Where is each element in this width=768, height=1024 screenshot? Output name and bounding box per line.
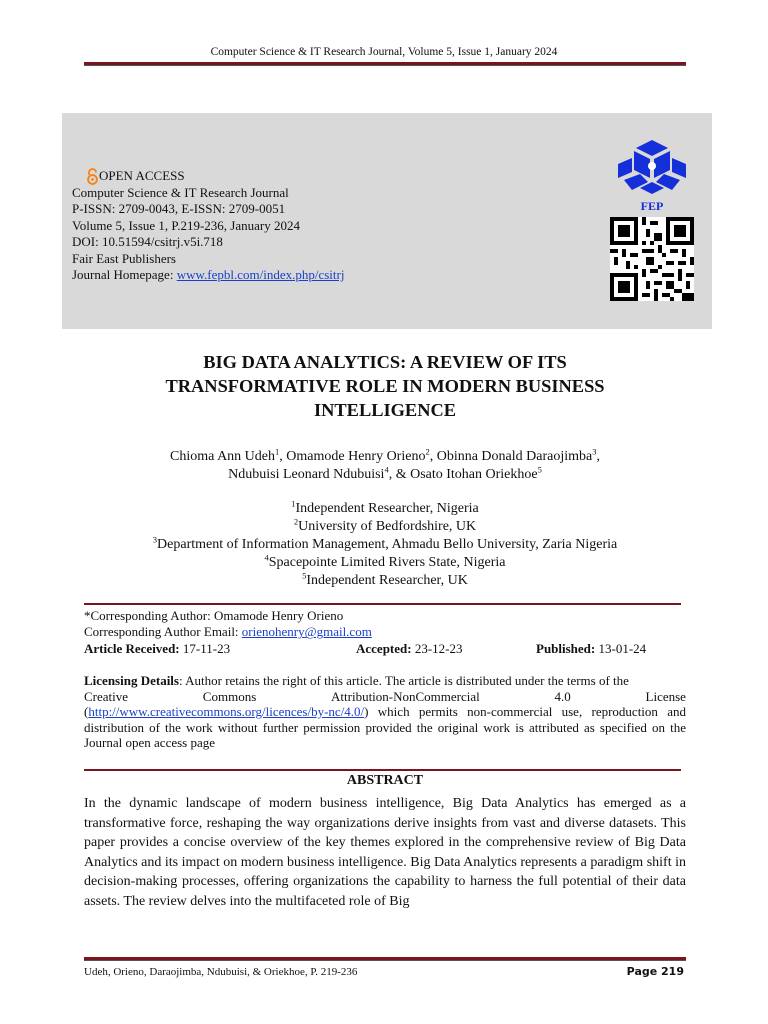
affiliation (84, 572, 686, 590)
licensing-rest: which permits non-commercial use, reproduction and distribution of the work without further permission provided the original work is attributed as specified on the Journal open access page (84, 704, 686, 750)
fep-logo-text: FEP (640, 199, 664, 213)
author-affiliation-mark: 1 (275, 446, 280, 457)
license-word: 4.0 (554, 688, 571, 704)
journal-info (72, 168, 344, 283)
licensing-line1: : Author retains the right of this article. The article is distributed under the terms of the (178, 673, 629, 688)
published-label: Published: (536, 641, 596, 656)
title-line: TRANSFORMATIVE ROLE IN MODERN BUSINESS (165, 376, 605, 396)
affiliation-mark: 2 (293, 516, 299, 527)
affiliation-text: Independent Researcher, UK (306, 573, 468, 588)
affiliation (84, 536, 686, 554)
affiliation-text: Independent Researcher, Nigeria (295, 501, 479, 516)
title-line: BIG DATA ANALYTICS: A REVIEW OF ITS (203, 352, 567, 372)
footer-rule (84, 957, 686, 961)
accepted-label: Accepted: (356, 641, 412, 656)
received-label: Article Received: (84, 641, 180, 656)
license-word: Commons (202, 688, 257, 704)
affiliation (84, 500, 686, 518)
volume-info: Volume 5, Issue 1, P.219-236, January 2024 (72, 217, 300, 233)
title-line: INTELLIGENCE (313, 400, 457, 420)
header-rule (84, 62, 686, 66)
affiliation-mark: 4 (264, 552, 269, 563)
affiliation-mark: 5 (302, 570, 307, 581)
homepage-line (72, 267, 344, 283)
affiliation-text: Department of Information Management, Ahmadu Bello University, Zaria Nigeria (157, 537, 618, 552)
license-word: Creative (84, 688, 129, 704)
publisher: Fair East Publishers (72, 250, 176, 266)
license-link[interactable]: http://www.creativecommons.org/licences/by-nc/4.0/ (88, 704, 365, 719)
author-list: Chioma Ann Udeh$^1$, Omamode Henry Orieno$^2$, Obinna Donald Daraojimba$^3$, Ndubuisi Leonard Ndubuisi$^4$, & Osato Itohan Oriekhoe$^5$ (170, 446, 600, 482)
journal-name: Computer Science & IT Research Journal (72, 185, 289, 200)
doi: DOI: 10.51594/csitrj.v5i.718 (72, 234, 223, 250)
affiliation (84, 554, 686, 572)
licensing-details: Licensing Details: Author retains the right of this article. The article is distributed under the terms of the Creative Commons Attribution-NonCommercial 4.0 License (http://www.creativecommons.org/licences/by-nc/4.0/) which permits non-commercial use, reproduction and distribution of the work without further permission provided the original work is attributed as specified on the Journal open access page (84, 673, 686, 750)
running-header: Computer Science & IT Research Journal, Volume 5, Issue 1, January 2024 (210, 46, 558, 58)
licensing-line2 (84, 689, 686, 705)
author-affiliation-mark: 4 (384, 464, 389, 475)
open-access-icon (86, 168, 99, 185)
page-number: Page 219 (626, 965, 684, 978)
open-access-line (72, 168, 344, 185)
open-access-label: OPEN ACCESS (99, 168, 185, 184)
corresponding-author-block (84, 608, 686, 641)
affiliation (84, 518, 686, 536)
author-affiliation-mark: 3 (592, 446, 597, 457)
published-value: 13-01-24 (598, 641, 647, 656)
author-name: Omamode Henry Orieno (286, 449, 426, 464)
license-word: Attribution-NonCommercial (331, 688, 480, 704)
abstract-divider (84, 769, 681, 771)
abstract-text: In the dynamic landscape of modern business intelligence, Big Data Analytics has emerged as a transformative force, reshaping the way organizations derive insights from vast and diverse datasets. This paper provides a concise overview of the key themes explored in the comprehensive review of Big Data Analytics and its impact on modern business intelligence. Big Data Analytics represents a paradigm shift in decision-making processes, offering organizations the capability to harness the full potential of their data assets. The review delves into the multifaceted role of Big (84, 796, 686, 909)
received-date (84, 641, 230, 657)
email-label: Corresponding Author Email: (84, 624, 242, 640)
fep-logo (612, 138, 692, 214)
homepage-label: Journal Homepage: (72, 267, 177, 283)
abstract-heading: ABSTRACT (346, 773, 424, 788)
affiliation-mark: 3 (152, 534, 158, 545)
affiliation-list (84, 500, 686, 590)
paper-title (84, 350, 686, 422)
author-affiliation-mark: 2 (425, 446, 430, 457)
qr-code-icon (610, 217, 694, 301)
article-dates (84, 641, 686, 658)
affiliation-text: Spacepointe Limited Rivers State, Nigeria (268, 555, 506, 570)
corresponding-email-line (84, 624, 686, 640)
license-word: License (645, 688, 686, 704)
corresponding-author: *Corresponding Author: Omamode Henry Orieno (84, 608, 344, 623)
accepted-date (356, 641, 463, 657)
accepted-value: 23-12-23 (414, 641, 463, 656)
received-value: 17-11-23 (182, 641, 231, 656)
footer-citation: Udeh, Orieno, Daraojimba, Ndubuisi, & Oriekhoe, P. 219-236 (84, 966, 358, 978)
author-name: Osato Itohan Oriekhoe (410, 467, 538, 482)
homepage-link[interactable]: www.fepbl.com/index.php/csitrj (176, 267, 345, 283)
author-name: Obinna Donald Daraojimba (436, 449, 593, 464)
licensing-label: Licensing Details (84, 673, 179, 688)
affiliation-mark: 1 (291, 498, 296, 509)
author-affiliation-mark: 5 (537, 464, 542, 475)
published-date (536, 641, 646, 657)
email-link[interactable]: orienohenry@gmail.com (241, 624, 372, 640)
author-name: Ndubuisi Leonard Ndubuisi (228, 467, 385, 482)
affiliation-text: University of Bedfordshire, UK (298, 519, 477, 534)
author-name: Chioma Ann Udeh (170, 449, 276, 464)
section-divider (84, 603, 681, 605)
issn: P-ISSN: 2709-0043, E-ISSN: 2709-0051 (72, 201, 286, 217)
